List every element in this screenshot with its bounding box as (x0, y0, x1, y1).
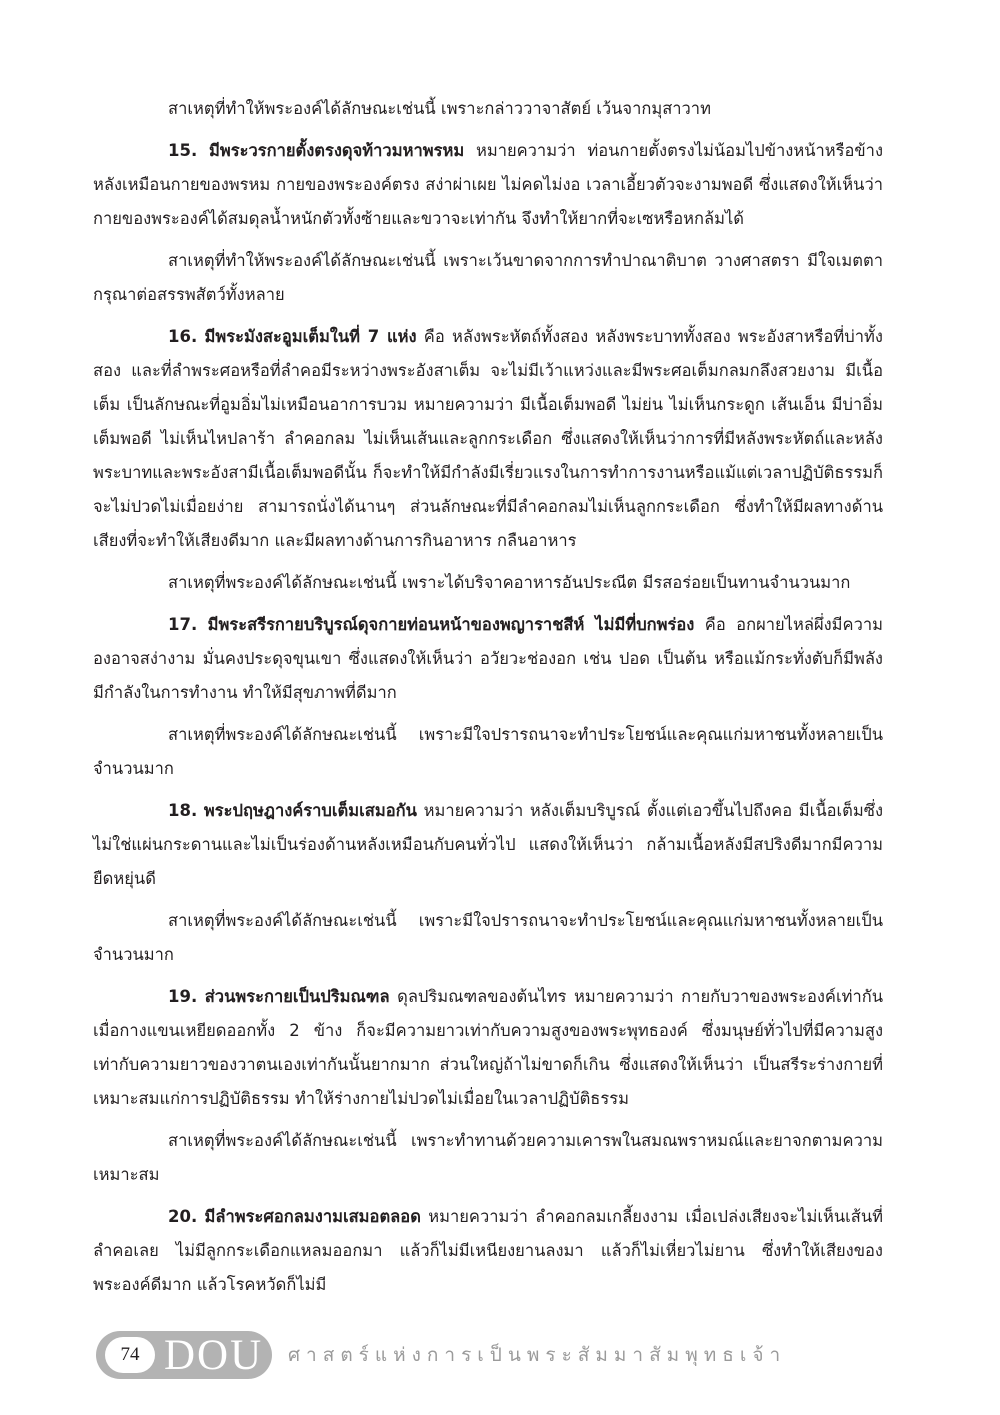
paragraph-cause-19: สาเหตุที่พระองค์ได้ลักษณะเช่นนี้ เพราะทำทานด้วยความเคารพในสมณพราหมณ์และยาจกตามความเหมาะสม (93, 1131, 883, 1184)
item-heading: มีพระวรกายตั้งตรงดุจท้าวมหาพรหม (208, 141, 465, 160)
paragraph-item-19 (93, 980, 883, 1116)
paragraph-1: สาเหตุที่ทำให้พระองค์ได้ลักษณะเช่นนี้ เพราะกล่าววาจาสัตย์ เว้นจากมุสาวาท (168, 99, 711, 118)
item-text: คือ หลังพระหัตถ์ทั้งสอง หลังพระบาททั้งสอง พระอังสาหรือที่บ่าทั้งสอง และที่ลำพระศอหรือที่ลำคอมีระหว่างพระอังสาเต็ม จะไม่มีเว้าแหว่งและมีพระศอเต็มกลมกลึงสวยงาม มีเนื้อเต็ม เป็นลักษณะที่อูมอิ่มไม่เหมือนอาการบวม หมายความว่า มีเนื้อเต็มพอดี ไม่ย่น ไม่เห็นกระดูก เส้นเอ็น มีบ่าอิ่มเต็มพอดี ไม่เห็นไหปลาร้า ลำคอกลม ไม่เห็นเส้นและลูกกระเดือก ซึ่งแสดงให้เห็นว่าการที่มีหลังพระหัตถ์และหลังพระบาทและพระอังสามีเนื้อเต็มพอดีนั้น ก็จะทำให้มีกำลังมีเรี่ยวแรงในการทำการงานหรือแม้แต่เวลาปฏิบัติธรรมก็จะไม่ปวดไม่เมื่อยง่าย สามารถนั่งได้นานๆ ส่วนลักษณะที่มีลำคอกลมไม่เห็นลูกกระเดือก ซึ่งทำให้มีผลทางด้านเสียงที่จะทำให้เสียงดีมาก และมีผลทางด้านการกินอาหาร กลืนอาหาร (93, 327, 883, 550)
paragraph-cause-16: สาเหตุที่พระองค์ได้ลักษณะเช่นนี้ เพราะได้บริจาคอาหารอันประณีต มีรสอร่อยเป็นทานจำนวนมาก (168, 573, 851, 592)
item-number: 17. (168, 615, 198, 634)
paragraph-item-20 (93, 1200, 883, 1302)
item-number: 15. (168, 141, 198, 160)
document-body (93, 92, 883, 1310)
paragraph-item-17 (93, 608, 883, 710)
item-number: 18. (168, 801, 198, 820)
paragraph-cause-17: สาเหตุที่พระองค์ได้ลักษณะเช่นนี้ เพราะมีใจปรารถนาจะทำประโยชน์และคุณแก่มหาชนทั้งหลายเป็นจำนวนมาก (93, 725, 883, 778)
footer-badge (96, 1331, 272, 1379)
book-title: ศาสตร์แห่งการเป็นพระสัมมาสัมพุทธเจ้า (288, 1344, 787, 1366)
page-footer (96, 1331, 976, 1379)
item-text: หมายความว่า ท่อนกายตั้งตรงไม่น้อมไปข้างหน้าหรือข้างหลังเหมือนกายของพรหม กายของพระองค์ตรง สง่าผ่าเผย ไม่คดไม่งอ เวลาเอี้ยวตัวจะงามพอดี ซึ่งแสดงให้เห็นว่า กายของพระองค์ได้สมดุลน้ำหนักตัวทั้งซ้ายและขวาจะเท่ากัน จึงทำให้ยากที่จะเซหรือหกล้มได้ (93, 141, 884, 228)
item-text: ดุลปริมณฑลของต้นไทร หมายความว่า กายกับวาของพระองค์เท่ากัน เมื่อกางแขนเหยียดออกทั้ง 2 ข้าง ก็จะมีความยาวเท่ากับความสูงของพระพุทธองค์ ซึ่งมนุษย์ทั่วไปที่มีความสูงเท่ากับความยาวของวาตนเองเท่ากันนั้นยากมาก ส่วนใหญ่ถ้าไม่ขาดก็เกิน ซึ่งแสดงให้เห็นว่า เป็นสรีระร่างกายที่เหมาะสมแก่การปฏิบัติธรรม ทำให้ร่างกายไม่ปวดไม่เมื่อยในเวลาปฏิบัติธรรม (93, 987, 884, 1108)
item-number: 20. (168, 1207, 198, 1226)
item-text: คือ อกผายไหล่ผึ่งมีความองอาจสง่างาม มั่นคงประดุจขุนเขา ซึ่งแสดงให้เห็นว่า อวัยวะช่องอก เช่น ปอด เป็นต้น หรือแม้กระทั่งตับก็มีพลัง มีกำลังในการทำงาน ทำให้มีสุขภาพที่ดีมาก (93, 615, 883, 702)
item-heading: มีพระมังสะอูมเต็มในที่ 7 แห่ง (204, 327, 417, 346)
item-heading: มีลำพระศอกลมงามเสมอตลอด (204, 1207, 421, 1226)
paragraph-cause-18: สาเหตุที่พระองค์ได้ลักษณะเช่นนี้ เพราะมีใจปรารถนาจะทำประโยชน์และคุณแก่มหาชนทั้งหลายเป็นจำนวนมาก (93, 911, 883, 964)
item-number: 16. (168, 327, 198, 346)
paragraph-cause-15: สาเหตุที่ทำให้พระองค์ได้ลักษณะเช่นนี้ เพราะเว้นขาดจากการทำปาณาติบาต วางศาสตรา มีใจเมตตากรุณาต่อสรรพสัตว์ทั้งหลาย (93, 251, 883, 304)
brand-logo: DOU (164, 1332, 264, 1379)
item-text: หมายความว่า หลังเต็มบริบูรณ์ ตั้งแต่เอวขึ้นไปถึงคอ มีเนื้อเต็มซึ่งไม่ใช่แผ่นกระดานและไม่เป็นร่องด้านหลังเหมือนกับคนทั่วไป แสดงให้เห็นว่า กล้ามเนื้อหลังมีสปริงดีมากมีความยืดหยุ่นดี (93, 801, 884, 888)
item-heading: มีพระสรีรกายบริบูรณ์ดุจกายท่อนหน้าของพญาราชสีห์ ไม่มีที่บกพร่อง (207, 615, 695, 634)
item-heading: พระปฤษฎางค์ราบเต็มเสมอกัน (203, 801, 417, 820)
paragraph-item-16 (93, 320, 883, 558)
paragraph-item-15 (93, 134, 883, 236)
item-heading: ส่วนพระกายเป็นปริมณฑล (204, 987, 390, 1006)
item-number: 19. (168, 987, 198, 1006)
page-number: 74 (105, 1337, 155, 1373)
paragraph-item-18 (93, 794, 883, 896)
item-text: หมายความว่า ลำคอกลมเกลี้ยงงาม เมื่อเปล่งเสียงจะไม่เห็นเส้นที่ลำคอเลย ไม่มีลูกกระเดือกแหลมออกมา แล้วก็ไม่มีเหนียงยานลงมา แล้วก็ไม่เหี่ยวไม่ยาน ซึ่งทำให้เสียงของพระองค์ดีมาก แล้วโรคหวัดก็ไม่มี (93, 1207, 883, 1294)
